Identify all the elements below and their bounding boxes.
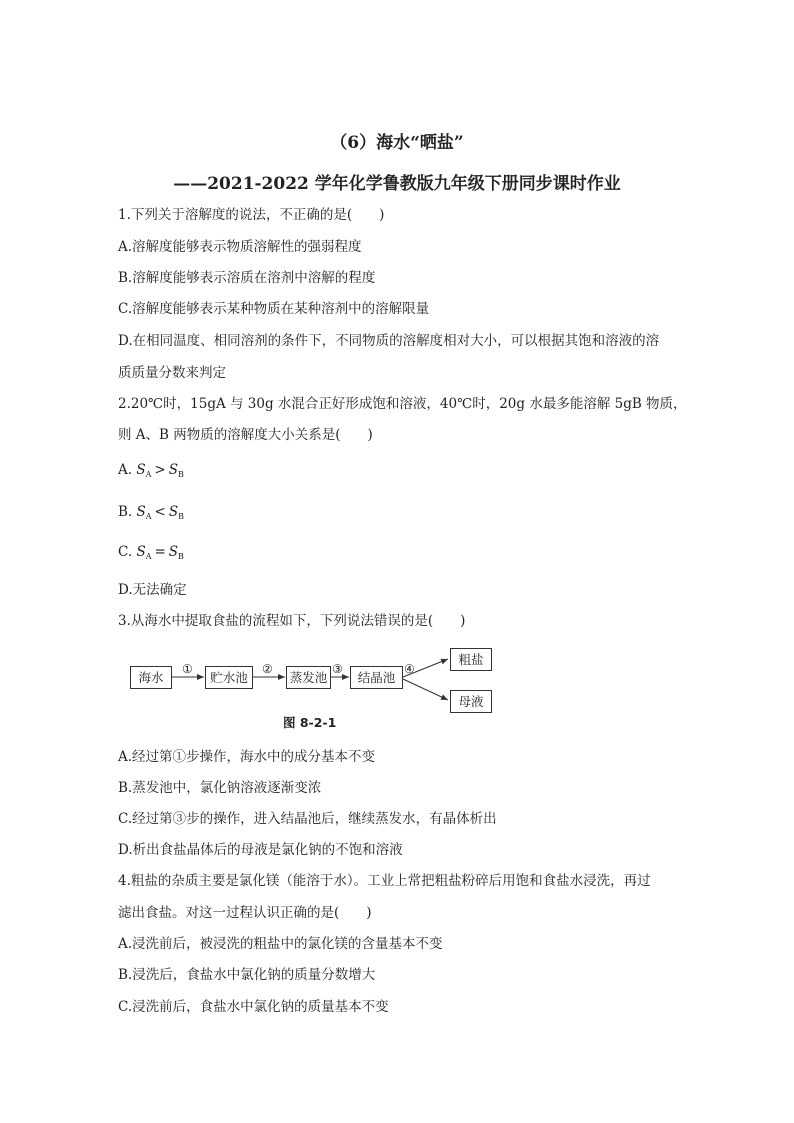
flow-box-evaporation-pond: 蒸发池 xyxy=(286,666,331,689)
q1-option-d-line1: D.在相同温度、相同溶剂的条件下，不同物质的溶解度相对大小，可以根据其饱和溶液的溶 xyxy=(118,333,660,349)
flow-step-1: ① xyxy=(182,662,193,676)
flow-step-2: ② xyxy=(262,662,273,676)
flow-box-mother-liquor: 母液 xyxy=(450,690,492,713)
q2-option-c-formula: $S_A = S_B$ xyxy=(136,544,184,561)
q1-option-d-line2: 质质量分数来判定 xyxy=(118,365,226,381)
q2-stem-line2: 则 A、B 两物质的溶解度大小关系是( ) xyxy=(118,427,373,443)
q4-stem-line1: 4.粗盐的杂质主要是氯化镁（能溶于水）。工业上常把粗盐粉碎后用饱和食盐水浸洗，再过 xyxy=(118,873,651,889)
q4-option-a: A.浸洗前后，被浸洗的粗盐中的氯化镁的含量基本不变 xyxy=(118,936,443,952)
q3-stem: 3.从海水中提取食盐的流程如下，下列说法错误的是( ) xyxy=(118,613,466,629)
q4-option-c: C.浸洗前后，食盐水中氯化钠的质量基本不变 xyxy=(118,999,389,1015)
q3-option-c: C.经过第③步的操作，进入结晶池后，继续蒸发水，有晶体析出 xyxy=(118,811,497,827)
q1-option-a: A.溶解度能够表示物质溶解性的强弱程度 xyxy=(118,239,362,255)
q2-option-c xyxy=(118,543,184,566)
q3-option-d: D.析出食盐晶体后的母液是氯化钠的不饱和溶液 xyxy=(118,842,403,858)
arrow-step4-lower xyxy=(403,679,448,700)
q2-stem-line1: 2.20℃时，15gA 与 30g 水混合正好形成饱和溶液，40℃时，20g 水最多能溶解 5gB 物质， xyxy=(118,396,687,412)
q2-option-c-label: C. xyxy=(118,544,133,560)
worksheet-subtitle: ——2021-2022 学年化学鲁教版九年级下册同步课时作业 xyxy=(173,174,621,194)
flow-box-seawater: 海水 xyxy=(130,666,172,689)
q1-option-b: B.溶解度能够表示溶质在溶剂中溶解的程度 xyxy=(118,270,376,286)
q1-option-c: C.溶解度能够表示某种物质在某种溶剂中的溶解限量 xyxy=(118,301,430,317)
figure-caption: 图 8-2-1 xyxy=(283,715,337,730)
q2-option-b xyxy=(118,503,184,526)
flow-box-reservoir: 贮水池 xyxy=(205,666,253,689)
flow-box-crystallization-pond: 结晶池 xyxy=(350,666,403,689)
flow-step-4: ④ xyxy=(404,662,415,676)
flow-box-crude-salt: 粗盐 xyxy=(450,648,492,671)
q3-option-b: B.蒸发池中，氯化钠溶液逐渐变浓 xyxy=(118,780,322,796)
flow-step-3: ③ xyxy=(332,662,343,676)
q1-stem: 1.下列关于溶解度的说法，不正确的是( ) xyxy=(118,207,385,223)
q2-option-a-label: A. xyxy=(118,462,133,478)
q4-option-b: B.浸洗后，食盐水中氯化钠的质量分数增大 xyxy=(118,967,376,983)
q2-option-a-formula: $S_A > S_B$ xyxy=(136,462,184,479)
q2-option-b-formula: $S_A < S_B$ xyxy=(136,504,184,521)
q2-option-b-label: B. xyxy=(118,504,133,520)
q3-option-a: A.经过第①步操作，海水中的成分基本不变 xyxy=(118,749,376,765)
q4-stem-line2: 滤出食盐。对这一过程认识正确的是( ) xyxy=(118,905,372,921)
worksheet-title: （6）海水“晒盐” xyxy=(330,133,464,153)
q2-option-d: D.无法确定 xyxy=(118,582,187,598)
q2-option-a xyxy=(118,461,184,484)
